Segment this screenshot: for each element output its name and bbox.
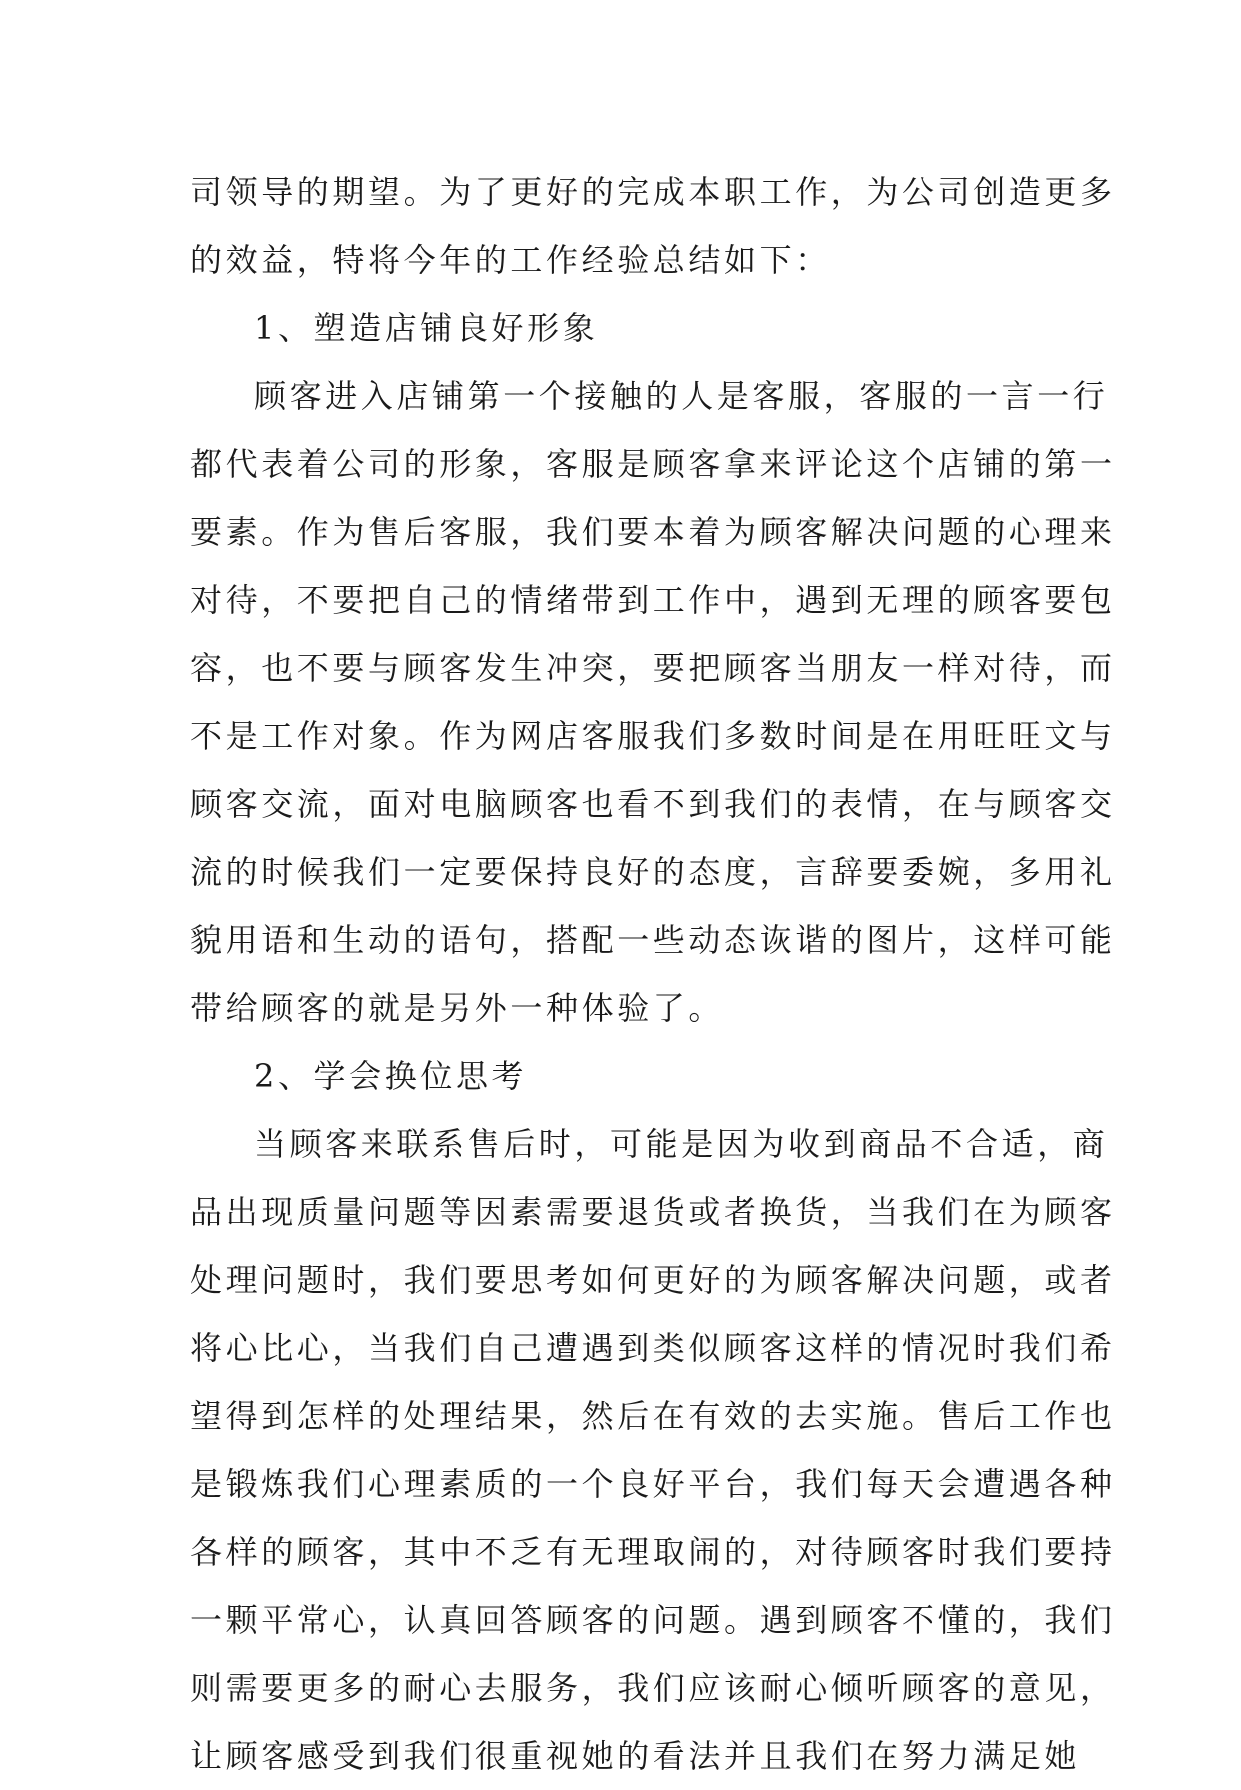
paragraph-line: 望得到怎样的处理结果，然后在有效的去实施。售后工作也 [190, 1397, 1116, 1435]
paragraph-line: 品出现质量问题等因素需要退货或者换货，当我们在为顾客 [190, 1193, 1116, 1231]
paragraph-line: 的效益，特将今年的工作经验总结如下： [190, 241, 831, 279]
paragraph-line: 顾客交流，面对电脑顾客也看不到我们的表情，在与顾客交 [190, 785, 1116, 823]
body-text [190, 158, 1116, 1790]
section-heading: 2、学会换位思考 [254, 1057, 528, 1095]
paragraph-line: 流的时候我们一定要保持良好的态度，言辞要委婉，多用礼 [190, 853, 1116, 891]
paragraph-line: 要素。作为售后客服，我们要本着为顾客解决问题的心理来 [190, 513, 1116, 551]
paragraph-line: 各样的顾客，其中不乏有无理取闹的，对待顾客时我们要持 [190, 1533, 1116, 1571]
paragraph-line: 顾客进入店铺第一个接触的人是客服，客服的一言一行 [254, 377, 1109, 415]
paragraph-line: 是锻炼我们心理素质的一个良好平台，我们每天会遭遇各种 [190, 1465, 1116, 1503]
paragraph-line: 则需要更多的耐心去服务，我们应该耐心倾听顾客的意见， [190, 1669, 1116, 1707]
paragraph-line: 当顾客来联系售后时，可能是因为收到商品不合适，商 [254, 1125, 1109, 1163]
paragraph-line: 司领导的期望。为了更好的完成本职工作，为公司创造更多 [190, 173, 1116, 211]
section-heading: 1、塑造店铺良好形象 [254, 309, 599, 347]
paragraph-line: 对待，不要把自己的情绪带到工作中，遇到无理的顾客要包 [190, 581, 1116, 619]
paragraph-line: 一颗平常心，认真回答顾客的问题。遇到顾客不懂的，我们 [190, 1601, 1116, 1639]
paragraph-line: 让顾客感受到我们很重视她的看法并且我们在努力满足她 [190, 1737, 1081, 1775]
paragraph-line: 都代表着公司的形象，客服是顾客拿来评论这个店铺的第一 [190, 445, 1116, 483]
paragraph-line: 带给顾客的就是另外一种体验了。 [190, 989, 725, 1027]
paragraph-line: 不是工作对象。作为网店客服我们多数时间是在用旺旺文与 [190, 717, 1116, 755]
paragraph-line: 容，也不要与顾客发生冲突，要把顾客当朋友一样对待，而 [190, 649, 1116, 687]
paragraph-line: 貌用语和生动的语句，搭配一些动态诙谐的图片，这样可能 [190, 921, 1116, 959]
paragraph-line: 将心比心，当我们自己遭遇到类似顾客这样的情况时我们希 [190, 1329, 1116, 1367]
paragraph-line: 处理问题时，我们要思考如何更好的为顾客解决问题，或者 [190, 1261, 1116, 1299]
